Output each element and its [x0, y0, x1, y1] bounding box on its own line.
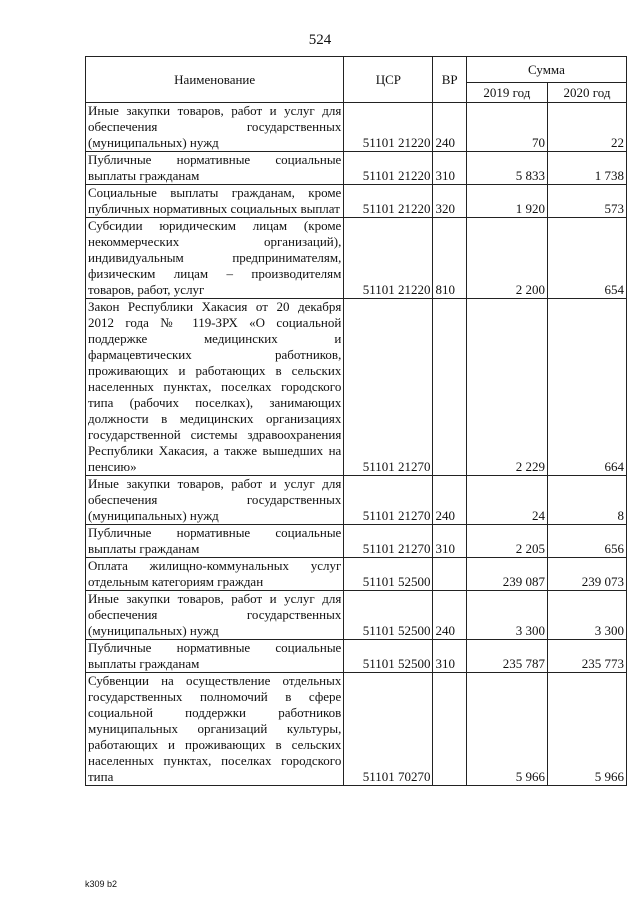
row-vr [433, 673, 466, 786]
table-row [86, 591, 627, 640]
row-sum-2019: 2 200 [466, 218, 547, 299]
row-sum-2020: 235 773 [547, 640, 626, 673]
row-name: Публичные нормативные социальные выплаты гражданам [86, 640, 344, 673]
row-sum-2019: 3 300 [466, 591, 547, 640]
row-sum-2019: 235 787 [466, 640, 547, 673]
row-sum-2020: 239 073 [547, 558, 626, 591]
row-sum-2020: 664 [547, 299, 626, 476]
row-name: Публичные нормативные социальные выплаты гражданам [86, 152, 344, 185]
row-name: Публичные нормативные социальные выплаты гражданам [86, 525, 344, 558]
header-year-2020: 2020 год [547, 83, 626, 103]
row-vr: 310 [433, 640, 466, 673]
row-sum-2019: 2 229 [466, 299, 547, 476]
row-vr: 320 [433, 185, 466, 218]
row-vr: 810 [433, 218, 466, 299]
row-name: Иные закупки товаров, работ и услуг для обеспечения государственных (муниципальных) нужд [86, 476, 344, 525]
header-name: Наименование [86, 57, 344, 103]
row-vr [433, 558, 466, 591]
row-csr: 51101 70270 [344, 673, 433, 786]
table-row [86, 525, 627, 558]
row-sum-2019: 2 205 [466, 525, 547, 558]
row-vr: 310 [433, 525, 466, 558]
row-sum-2019: 5 966 [466, 673, 547, 786]
row-sum-2019: 239 087 [466, 558, 547, 591]
table-row [86, 218, 627, 299]
row-sum-2020: 573 [547, 185, 626, 218]
table-row [86, 152, 627, 185]
budget-table [85, 56, 627, 786]
row-sum-2020: 1 738 [547, 152, 626, 185]
table-row [86, 476, 627, 525]
table-row [86, 299, 627, 476]
row-name: Иные закупки товаров, работ и услуг для обеспечения государственных (муниципальных) нужд [86, 591, 344, 640]
row-name: Закон Республики Хакасия от 20 декабря 2012 года № 119-ЗРХ «О социальной поддержке медицинских и фармацевтических работников, проживающих и работающих в сельских населенных пунктах, поселках городского типа (рабочих поселках), занимающих должности в медицинских организациях государственной системы здравоохранения Республики Хакасия, а также вышедших на пенсию» [86, 299, 344, 476]
header-csr: ЦСР [344, 57, 433, 103]
row-name: Иные закупки товаров, работ и услуг для обеспечения государственных (муниципальных) нужд [86, 103, 344, 152]
row-csr: 51101 52500 [344, 640, 433, 673]
row-csr: 51101 21270 [344, 299, 433, 476]
table-row [86, 640, 627, 673]
footer-code: k309 b2 [85, 879, 118, 889]
row-sum-2019: 1 920 [466, 185, 547, 218]
header-vr: ВР [433, 57, 466, 103]
header-year-2019: 2019 год [466, 83, 547, 103]
row-vr: 240 [433, 476, 466, 525]
row-csr: 51101 21220 [344, 152, 433, 185]
row-csr: 51101 21220 [344, 218, 433, 299]
row-csr: 51101 21220 [344, 103, 433, 152]
row-sum-2020: 8 [547, 476, 626, 525]
row-name: Оплата жилищно-коммунальных услуг отдельным категориям граждан [86, 558, 344, 591]
row-name: Социальные выплаты гражданам, кроме публичных нормативных социальных выплат [86, 185, 344, 218]
row-csr: 51101 21270 [344, 476, 433, 525]
page-number: 524 [308, 32, 332, 48]
row-name: Субвенции на осуществление отдельных государственных полномочий в сфере социальной поддержки работников муниципальных организаций культуры, работающих и проживающих в сельских населенных пунктах, поселках городского типа [86, 673, 344, 786]
row-sum-2019: 24 [466, 476, 547, 525]
table-row [86, 558, 627, 591]
row-sum-2020: 3 300 [547, 591, 626, 640]
table-row [86, 673, 627, 786]
row-name: Субсидии юридическим лицам (кроме некоммерческих организаций), индивидуальным предпринимателям, физическим лицам – производителям товаров, работ, услуг [86, 218, 344, 299]
row-csr: 51101 52500 [344, 591, 433, 640]
row-sum-2020: 654 [547, 218, 626, 299]
row-csr: 51101 21270 [344, 525, 433, 558]
row-csr: 51101 52500 [344, 558, 433, 591]
row-vr: 240 [433, 591, 466, 640]
row-sum-2020: 656 [547, 525, 626, 558]
table-row [86, 185, 627, 218]
row-vr: 310 [433, 152, 466, 185]
header-sum: Сумма [466, 57, 626, 83]
row-sum-2020: 22 [547, 103, 626, 152]
row-csr: 51101 21220 [344, 185, 433, 218]
row-vr [433, 299, 466, 476]
table-row [86, 103, 627, 152]
row-sum-2020: 5 966 [547, 673, 626, 786]
row-sum-2019: 5 833 [466, 152, 547, 185]
row-sum-2019: 70 [466, 103, 547, 152]
row-vr: 240 [433, 103, 466, 152]
